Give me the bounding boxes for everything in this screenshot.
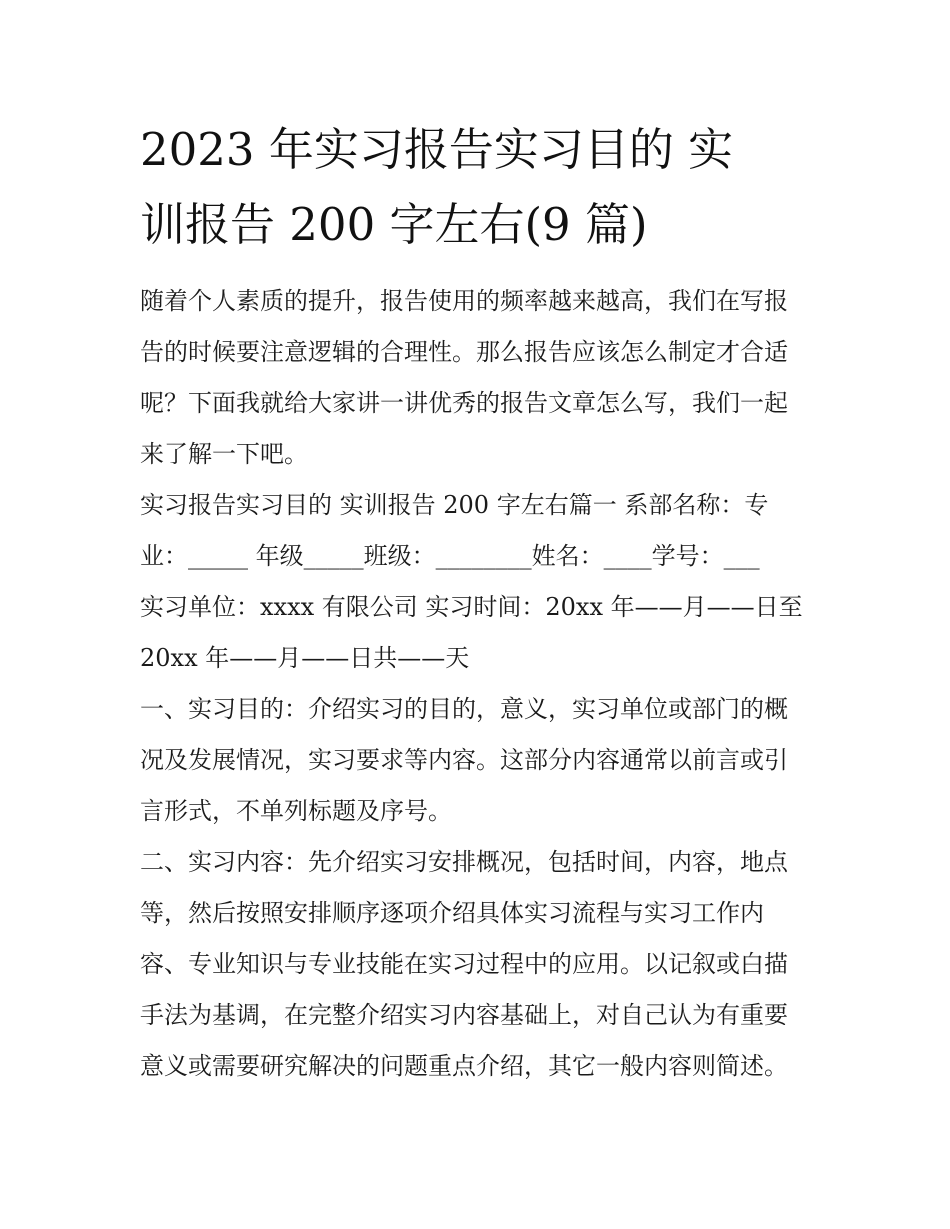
body-line: 二、实习内容：先介绍实习安排概况，包括时间，内容，地点 xyxy=(140,848,788,876)
body-line: 实习单位：xxxx 有限公司 实习时间：20xx 年——月——日至 xyxy=(140,593,803,621)
body-line: 来了解一下吧。 xyxy=(140,440,308,468)
body-line: 一、实习目的：介绍实习的目的，意义，实习单位或部门的概 xyxy=(140,695,788,723)
body-line: 20xx 年——月——日共——天 xyxy=(140,644,470,672)
document-title xyxy=(140,112,820,262)
body-line: 容、专业知识与专业技能在实习过程中的应用。以记叙或白描 xyxy=(140,950,788,978)
body-line: 等，然后按照安排顺序逐项介绍具体实习流程与实习工作内 xyxy=(140,899,764,927)
body-line: 告的时候要注意逻辑的合理性。那么报告应该怎么制定才合适 xyxy=(140,338,788,366)
body-line: 言形式，不单列标题及序号。 xyxy=(140,797,452,825)
document-body xyxy=(140,276,820,1092)
body-line: 手法为基调，在完整介绍实习内容基础上，对自己认为有重要 xyxy=(140,1001,788,1029)
body-line: 实习报告实习目的 实训报告 200 字左右篇一 系部名称：专 xyxy=(140,491,769,519)
body-line: 业：_____ 年级_____班级：________姓名：____学号：___ xyxy=(140,542,760,570)
body-line: 呢？下面我就给大家讲一讲优秀的报告文章怎么写，我们一起 xyxy=(140,389,788,417)
title-line: 2023 年实习报告实习目的 实 xyxy=(140,123,734,176)
body-line: 随着个人素质的提升，报告使用的频率越来越高，我们在写报 xyxy=(140,287,788,315)
title-line: 训报告 200 字左右(9 篇) xyxy=(140,198,648,251)
body-line: 意义或需要研究解决的问题重点介绍，其它一般内容则简述。 xyxy=(140,1052,788,1080)
body-line: 况及发展情况，实习要求等内容。这部分内容通常以前言或引 xyxy=(140,746,788,774)
